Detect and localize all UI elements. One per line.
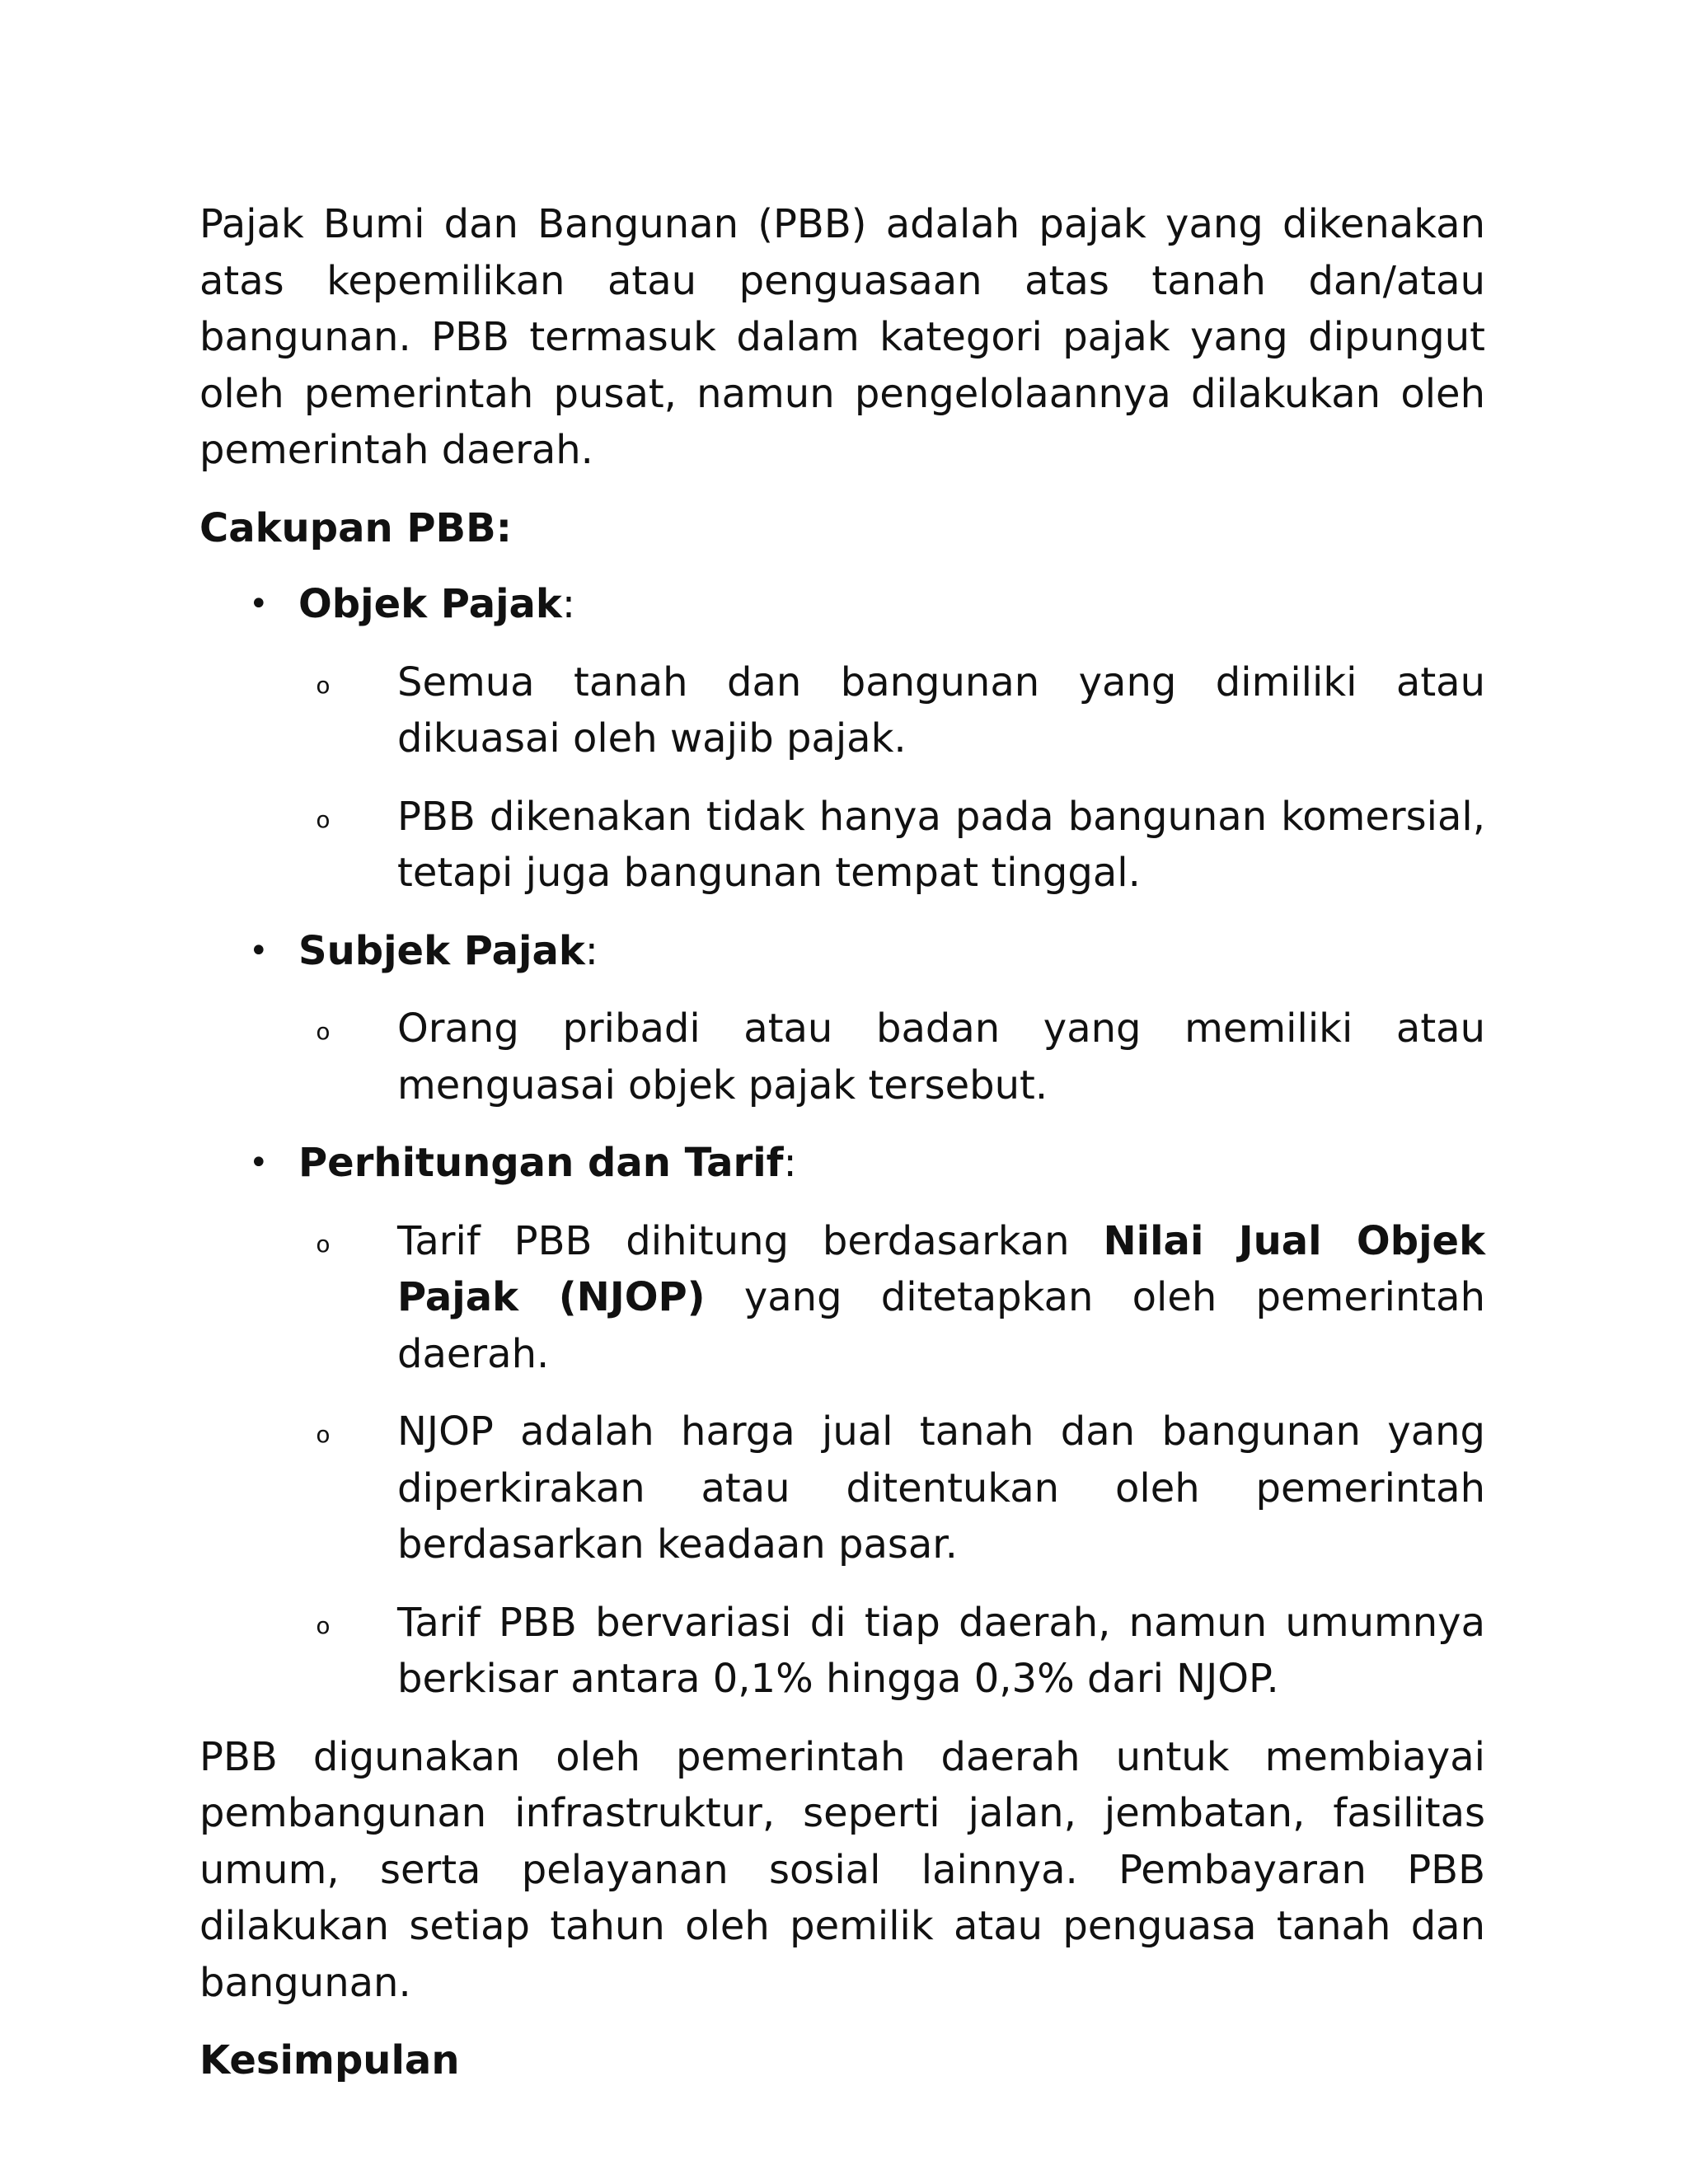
title-colon: : (561, 581, 576, 627)
sub-bullet-icon: o (316, 671, 331, 699)
sub-list-item-text: Semua tanah dan bangunan yang dimiliki atau dikuasai oleh wajib pajak. (397, 658, 1485, 762)
list-item-title (298, 576, 1485, 633)
sub-bullet-icon: o (316, 1421, 331, 1448)
sub-list-item (298, 1404, 1485, 1573)
subjek-pajak-title: Subjek Pajak (298, 927, 585, 974)
sub-list-item-text: NJOP adalah harga jual tanah dan bangunan yang diperkirakan atau ditentukan oleh pemerintah berdasarkan keadaan pasar. (397, 1408, 1485, 1568)
sub-list-item-text: PBB dikenakan tidak hanya pada bangunan komersial, tetapi juga bangunan tempat tinggal. (397, 793, 1485, 896)
objek-pajak-sublist (298, 654, 1485, 902)
sub-list-item (298, 789, 1485, 902)
kesimpulan-heading: Kesimpulan (199, 2037, 460, 2083)
list-item-title (298, 923, 1485, 980)
cakupan-heading: Cakupan PBB: (199, 504, 512, 551)
sub-list-item (298, 1001, 1485, 1113)
sub-bullet-icon: o (316, 1230, 331, 1258)
sub-list-item (298, 1595, 1485, 1708)
sub-list-item-text-start: Tarif PBB dihitung berdasarkan (397, 1217, 1104, 1264)
bullet-icon: • (249, 585, 269, 623)
sub-bullet-icon: o (316, 1611, 331, 1639)
list-item-title (298, 1135, 1485, 1192)
cakupan-list (199, 576, 1485, 1708)
intro-paragraph: Pajak Bumi dan Bangunan (PBB) adalah pajak yang dikenakan atas kepemilikan atau penguasaan atas tanah dan/atau bangunan. PBB termasuk dalam kategori pajak yang dipungut oleh pemerintah pusat, namun pengelolaannya dilakukan oleh pemerintah daerah. (199, 201, 1485, 473)
subjek-pajak-sublist (298, 1001, 1485, 1113)
sub-list-item-text: Orang pribadi atau badan yang memiliki atau menguasai objek pajak tersebut. (397, 1005, 1485, 1108)
sub-list-item (298, 654, 1485, 767)
document-page (199, 196, 1485, 2089)
sub-bullet-icon: o (316, 805, 331, 833)
bullet-icon: • (249, 931, 269, 970)
sub-list-item-text: Tarif PBB bervariasi di tiap daerah, namun umumnya berkisar antara 0,1% hingga 0,3% dari NJOP. (397, 1599, 1485, 1702)
sub-list-item (298, 1213, 1485, 1383)
perhitungan-tarif-sublist (298, 1213, 1485, 1708)
bullet-icon: • (249, 1144, 269, 1182)
sub-list-item-text-end: yang ditetapkan oleh pemerintah daerah. (397, 1274, 1485, 1377)
list-item-objek-pajak (199, 576, 1485, 902)
sub-bullet-icon: o (316, 1018, 331, 1045)
njop-term: Nilai Jual Objek Pajak (NJOP) (397, 1217, 1486, 1320)
objek-pajak-title: Objek Pajak (298, 581, 562, 627)
closing-paragraph: PBB digunakan oleh pemerintah daerah untuk membiayai pembangunan infrastruktur, seperti jalan, jembatan, fasilitas umum, serta pelayanan sosial lainnya. Pembayaran PBB dilakukan setiap tahun oleh pemilik atau penguasa tanah dan bangunan. (199, 1733, 1485, 2006)
list-item-subjek-pajak (199, 923, 1485, 1114)
perhitungan-tarif-title: Perhitungan dan Tarif (298, 1140, 784, 1186)
list-item-perhitungan-dan-tarif (199, 1135, 1485, 1708)
title-colon: : (783, 1140, 797, 1186)
title-colon: : (584, 927, 598, 974)
